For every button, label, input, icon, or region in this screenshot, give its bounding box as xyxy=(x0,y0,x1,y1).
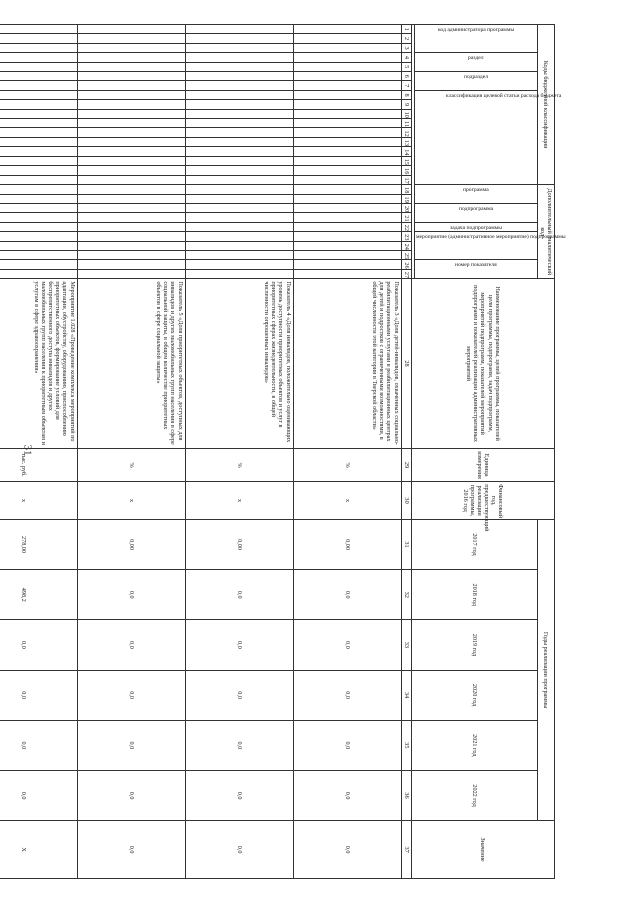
code-digit xyxy=(0,232,77,241)
code-digit xyxy=(185,213,293,222)
code-digit xyxy=(77,100,185,109)
column-number: 17 xyxy=(401,175,411,185)
row-year-value: 0,00 xyxy=(185,519,293,569)
code-digit xyxy=(185,100,293,109)
page-number: 31 xyxy=(21,444,34,456)
row-year-value: 0,0 xyxy=(77,620,185,670)
row-year-value: 0,0 xyxy=(0,770,77,820)
row-year-value: 0,0 xyxy=(185,620,293,670)
column-number: 5 xyxy=(401,62,411,71)
code-digit xyxy=(0,72,77,81)
code-digit xyxy=(0,81,77,90)
code-digit xyxy=(185,175,293,185)
subheader-program: программа xyxy=(414,185,537,204)
code-digit xyxy=(293,241,401,250)
code-digit xyxy=(0,269,77,279)
code-digit xyxy=(0,109,77,118)
row-final-value: 0,0 xyxy=(185,821,293,879)
column-number: 3 xyxy=(401,43,411,52)
code-digit xyxy=(185,53,293,62)
code-digit xyxy=(0,241,77,250)
row-base-year: х xyxy=(185,482,293,520)
subheader-target-article: классификация целевой статьи расхода бюджета xyxy=(414,90,537,184)
program-indicators-table xyxy=(0,24,566,879)
code-digit xyxy=(293,166,401,175)
table-row xyxy=(293,25,401,879)
header-final-value: Значение xyxy=(411,821,554,879)
row-unit: % xyxy=(293,448,401,481)
code-digit xyxy=(185,34,293,43)
subheader-task: задача подпрограммы xyxy=(414,222,537,231)
code-digit xyxy=(293,175,401,185)
code-digit xyxy=(77,90,185,99)
code-digit xyxy=(0,147,77,156)
column-number: 35 xyxy=(401,720,411,770)
code-digit xyxy=(185,166,293,175)
code-digit xyxy=(185,81,293,90)
code-digit xyxy=(185,250,293,259)
row-year-value: 0,0 xyxy=(0,620,77,670)
code-digit xyxy=(77,156,185,165)
code-digit xyxy=(293,250,401,259)
header-year-2022: 2022 год xyxy=(411,770,537,820)
row-name: Показатель 3 «Доля детей-инвалидов, охваченных социально-реабилитационными услугами в реабилитационных центрах для детей и подростков с ограниченными возможностями, в общей численности этой категории в Тверской области» xyxy=(293,279,401,448)
column-number: 37 xyxy=(401,821,411,879)
code-digit xyxy=(293,232,401,241)
column-number: 6 xyxy=(401,72,411,81)
table-body xyxy=(0,25,401,879)
code-digit xyxy=(293,43,401,52)
column-number: 18 xyxy=(401,185,411,194)
code-digit xyxy=(185,232,293,241)
code-digit xyxy=(77,119,185,128)
code-digit xyxy=(77,72,185,81)
subheader-indicator-no: номер показателя xyxy=(414,260,537,279)
code-digit xyxy=(293,109,401,118)
code-digit xyxy=(0,250,77,259)
code-digit xyxy=(293,81,401,90)
column-number: 26 xyxy=(401,260,411,269)
code-digit xyxy=(77,81,185,90)
row-name: Показатель 5 «Доля приоритетных объектов, доступных для инвалидов и других маломобильных групп населения в сфере социальной защиты, в общем количестве приоритетных объектов в сфере социальной защиты» xyxy=(77,279,185,448)
code-digit xyxy=(293,213,401,222)
row-year-value: 0,0 xyxy=(185,720,293,770)
header-spacer xyxy=(411,25,414,279)
column-number: 1 xyxy=(401,25,411,34)
column-number: 7 xyxy=(401,81,411,90)
column-number: 15 xyxy=(401,156,411,165)
column-number: 36 xyxy=(401,770,411,820)
code-digit xyxy=(185,128,293,137)
code-digit xyxy=(185,241,293,250)
code-digit xyxy=(293,203,401,212)
code-digit xyxy=(0,194,77,203)
column-number: 24 xyxy=(401,241,411,250)
code-digit xyxy=(0,185,77,194)
code-digit xyxy=(77,62,185,71)
code-digit xyxy=(77,137,185,146)
header-year-2017: 2017 год xyxy=(411,519,537,569)
code-digit xyxy=(185,90,293,99)
code-digit xyxy=(293,90,401,99)
table-row xyxy=(77,25,185,879)
code-digit xyxy=(185,62,293,71)
column-number: 28 xyxy=(401,279,411,448)
row-year-value: 0,0 xyxy=(77,570,185,620)
code-digit xyxy=(77,222,185,231)
header-years-group: Годы реализации программы xyxy=(537,519,554,820)
code-digit xyxy=(77,213,185,222)
code-digit xyxy=(293,260,401,269)
row-final-value: Х xyxy=(0,821,77,879)
column-number: 2 xyxy=(401,34,411,43)
row-final-value: 0,0 xyxy=(77,821,185,879)
code-digit xyxy=(77,269,185,279)
subheader-measure: мероприятие (административное мероприятие) подпрограммы xyxy=(414,232,537,260)
code-digit xyxy=(0,137,77,146)
code-digit xyxy=(0,203,77,212)
column-number: 14 xyxy=(401,147,411,156)
row-year-value: 0,0 xyxy=(77,770,185,820)
code-digit xyxy=(185,43,293,52)
code-digit xyxy=(185,222,293,231)
code-digit xyxy=(77,25,185,34)
column-number: 33 xyxy=(401,620,411,670)
code-digit xyxy=(185,260,293,269)
column-number: 32 xyxy=(401,570,411,620)
code-digit xyxy=(77,175,185,185)
code-digit xyxy=(77,185,185,194)
code-digit xyxy=(77,147,185,156)
header-year-2021: 2021 год xyxy=(411,720,537,770)
code-digit xyxy=(293,128,401,137)
code-digit xyxy=(77,250,185,259)
code-digit xyxy=(293,53,401,62)
column-number: 16 xyxy=(401,166,411,175)
column-number: 34 xyxy=(401,670,411,720)
code-digit xyxy=(77,53,185,62)
header-unit: Единица измерения xyxy=(411,448,554,481)
column-number: 25 xyxy=(401,250,411,259)
row-year-value: 498,2 xyxy=(0,570,77,620)
code-digit xyxy=(293,147,401,156)
column-number: 23 xyxy=(401,232,411,241)
code-digit xyxy=(185,72,293,81)
code-digit xyxy=(0,119,77,128)
code-digit xyxy=(0,90,77,99)
header-year-2019: 2019 год xyxy=(411,620,537,670)
code-digit xyxy=(185,147,293,156)
subheader-podrazdel: подраздел xyxy=(414,72,537,91)
code-digit xyxy=(0,260,77,269)
row-year-value: 0,0 xyxy=(293,770,401,820)
subheader-razdel: раздел xyxy=(414,53,537,72)
code-digit xyxy=(0,175,77,185)
code-digit xyxy=(185,109,293,118)
code-digit xyxy=(293,25,401,34)
row-unit: % xyxy=(77,448,185,481)
table-row xyxy=(185,25,293,879)
code-digit xyxy=(293,194,401,203)
header-row-groups xyxy=(537,25,554,879)
column-number: 13 xyxy=(401,137,411,146)
row-base-year: х xyxy=(77,482,185,520)
header-year-2018: 2018 год xyxy=(411,570,537,620)
code-digit xyxy=(77,260,185,269)
row-year-value: 0,0 xyxy=(293,720,401,770)
row-year-value: 0,0 xyxy=(0,670,77,720)
column-number: 30 xyxy=(401,482,411,520)
code-digit xyxy=(0,100,77,109)
column-number: 31 xyxy=(401,519,411,569)
column-number: 12 xyxy=(401,128,411,137)
row-year-value: 0,0 xyxy=(293,620,401,670)
header-budget-codes: Коды бюджетной классификации xyxy=(537,25,554,185)
code-digit xyxy=(0,43,77,52)
row-unit: тыс. руб. xyxy=(0,448,77,481)
code-digit xyxy=(0,222,77,231)
code-digit xyxy=(0,213,77,222)
table-row xyxy=(0,25,77,879)
subheader-subprogram: подпрограмма xyxy=(414,203,537,222)
row-name: Показатель 4 «Доля инвалидов, положительно оценивающих уровень доступности приоритетных объектов и услуг в приоритетных сферах жизнедеятельности, в общей численности опрошенных инвалидов» xyxy=(185,279,293,448)
code-digit xyxy=(293,62,401,71)
row-name: Мероприятие 1.028 «Проведение комплекса мероприятий по адаптации, обустройству, оборудованию, приспособлению приоритетных объектов, формирование условий для беспрепятственного доступа инвалидов и других маломобильных групп населения к приоритетным объектам и услугам в сфере здравоохранения» xyxy=(0,279,77,448)
row-year-value: 0,0 xyxy=(77,720,185,770)
code-digit xyxy=(0,156,77,165)
row-year-value: 0,0 xyxy=(293,670,401,720)
code-digit xyxy=(0,62,77,71)
code-digit xyxy=(77,241,185,250)
row-year-value: 0,0 xyxy=(0,720,77,770)
code-digit xyxy=(185,156,293,165)
row-year-value: 0,0 xyxy=(185,770,293,820)
code-digit xyxy=(293,156,401,165)
code-digit xyxy=(293,222,401,231)
column-number: 22 xyxy=(401,222,411,231)
code-digit xyxy=(77,166,185,175)
code-digit xyxy=(185,194,293,203)
code-digit xyxy=(0,128,77,137)
code-digit xyxy=(77,128,185,137)
row-year-value: 0,0 xyxy=(293,570,401,620)
row-base-year: х xyxy=(0,482,77,520)
code-digit xyxy=(77,203,185,212)
subheader-admin-code: код администратора программы xyxy=(414,25,537,53)
code-digit xyxy=(293,185,401,194)
code-digit xyxy=(0,53,77,62)
row-unit: % xyxy=(185,448,293,481)
code-digit xyxy=(77,43,185,52)
code-digit xyxy=(77,109,185,118)
header-name: Наименование программы, целей программы, показателей цели программы, подпрограмм, задач подпрограмм, мероприятий подпрограмм, показателей мероприятий подпрограмм и показателей реализации административных мероприятий xyxy=(411,279,554,448)
row-final-value: 0,0 xyxy=(293,821,401,879)
row-year-value: 0,0 xyxy=(185,670,293,720)
column-number: 29 xyxy=(401,448,411,481)
code-digit xyxy=(185,137,293,146)
code-digit xyxy=(185,185,293,194)
header-fin-year: Финансовый год, предшествующий реализации программы, 2016 год xyxy=(411,482,554,520)
code-digit xyxy=(0,34,77,43)
row-base-year: х xyxy=(293,482,401,520)
column-number: 27 xyxy=(401,269,411,279)
code-digit xyxy=(185,203,293,212)
column-number: 21 xyxy=(401,213,411,222)
header-year-2020: 2020 год xyxy=(411,670,537,720)
code-digit xyxy=(293,34,401,43)
code-digit xyxy=(0,25,77,34)
code-digit xyxy=(293,72,401,81)
code-digit xyxy=(185,269,293,279)
code-digit xyxy=(77,232,185,241)
column-number-row xyxy=(401,25,411,879)
code-digit xyxy=(185,25,293,34)
row-year-value: 278,00 xyxy=(0,519,77,569)
row-year-value: 0,00 xyxy=(293,519,401,569)
header-extra-code: Дополнительный аналитический код xyxy=(537,185,554,279)
code-digit xyxy=(185,119,293,128)
code-digit xyxy=(293,119,401,128)
code-digit xyxy=(77,34,185,43)
code-digit xyxy=(77,194,185,203)
column-number: 11 xyxy=(401,119,411,128)
row-year-value: 0,00 xyxy=(77,519,185,569)
row-year-value: 0,0 xyxy=(185,570,293,620)
column-number: 10 xyxy=(401,109,411,118)
column-number: 4 xyxy=(401,53,411,62)
column-number: 9 xyxy=(401,100,411,109)
code-digit xyxy=(0,166,77,175)
column-number: 19 xyxy=(401,194,411,203)
column-number: 20 xyxy=(401,203,411,212)
code-digit xyxy=(293,269,401,279)
column-number: 8 xyxy=(401,90,411,99)
row-year-value: 0,0 xyxy=(77,670,185,720)
code-digit xyxy=(293,137,401,146)
code-digit xyxy=(293,100,401,109)
